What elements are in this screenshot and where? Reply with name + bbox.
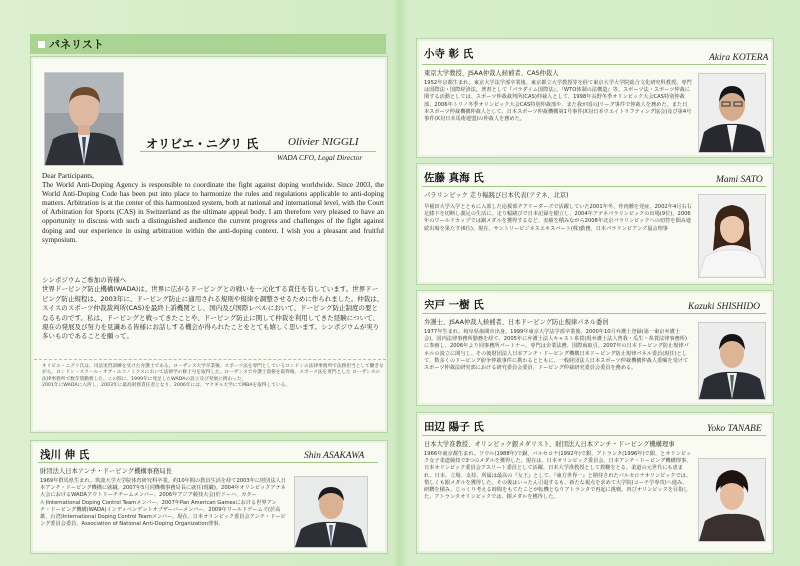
- tanabe-name-jp: 田辺 陽子 氏: [424, 421, 484, 433]
- niggli-name-en: Olivier NIGGLI: [288, 136, 359, 148]
- tanabe-name-en: Yoko TANABE: [707, 424, 762, 434]
- kotera-role: 東京大学教授、JSAA仲裁人候補者、CAS仲裁人: [424, 70, 559, 77]
- sato-photo: [698, 194, 766, 278]
- asakawa-name-jp: 浅川 伸 氏: [40, 449, 90, 461]
- tanabe-bio: 1966年東京都生まれ。ソウル(1988年)で銅、バルセロナ(1992年)で銀、アトランタ(1996年)で銀、とオリンピック女子柔道競技で3つのメダルを獲得した。現在は、日本オリンピック委員会、日本アンチ・ドーピング機構理事、日本オリンピック委員会アスリート委員として活躍。日本大学准教授として教鞭をとる。柔道の元世代にも恵まれ、日本、立場、支持、所属は最高の『女王』として、『東方世界一』と期待されたバルセロナオリンピックでは、惜しくも銀メダルを獲得した。その後はいったん引退するも、新たな視点を求めて大学院(コーチ学専攻)へ進み、研鑽を積み、じっくり考える時間をもてたことが転機となりアトランタで再起に挑戦。再びオリンピックを目指した。アトランタオリンピックでは、銀メダルを獲得した。: [424, 451, 692, 501]
- kotera-rule: [422, 64, 766, 65]
- niggli-message-jp: [42, 276, 384, 342]
- niggli-name-jp: オリビエ・ニグリ 氏: [146, 137, 259, 151]
- asakawa-photo: [294, 476, 368, 548]
- message-greeting: シンポジウムご参加の皆様へ: [42, 276, 127, 284]
- kotera-photo: [698, 73, 766, 153]
- shishido-name-jp: 宍戸 一樹 氏: [424, 299, 484, 311]
- notes-line-1: オリビエ・ニグリ氏は、司法実習訓練を受けた弁護士である。ローザンヌ大学卒業後、スポーツ法を専門としているロンドンの法律事務所で法務担当として働きながら、ロンドン・スクール・オブ・エコノミクスにおいて法律学の修士号を取得した。ローザンヌで弁護士資格を取得後、スポーツ法を専門とした ローザンヌの法律事務所で数年間勤務した。この間に、1999年に発足したWADAの設立及び発展に携わった。: [42, 364, 384, 382]
- niggli-rule: [140, 151, 376, 152]
- kotera-name-en: Akira KOTERA: [709, 53, 769, 63]
- niggli-notes: [42, 364, 384, 390]
- shishido-role: 弁護士、JSAA仲裁人候補者、日本ドーピング防止規律パネル委員: [424, 319, 609, 326]
- niggli-photo: [44, 72, 124, 166]
- niggli-letter: [42, 172, 384, 245]
- shishido-name-en: Kazuki SHISHIDO: [688, 302, 761, 312]
- sato-name-en: Mami SATO: [716, 175, 763, 185]
- letter-body: The World Anti-Doping Agency is responsible to coordinate the fight against doping worldwide. Since 2003, the World Anti-Doping Code has been put into place to harmonize the rules and regulations applicable to anti-doping matters. Arbitration is at the center of this harmonized system, both at national and international level, with the Court of Arbitration for Sports (CAS) in Switzerland as the ultimate appeal body. I am therefore very pleased to have an opportunity to discuss with such a distinguished audience the current progress and challenges of the fight against doping and our experience in using arbitration within the anti-doping context. I wish you a pleasant and fruitful symposium.: [42, 181, 384, 244]
- kotera-name-jp: 小寺 彰 氏: [424, 48, 474, 60]
- asakawa-rule: [38, 462, 378, 463]
- letter-greeting: Dear Participants,: [42, 172, 94, 180]
- section-header: [30, 34, 386, 54]
- asakawa-name-en: Shin ASAKAWA: [304, 451, 365, 461]
- shishido-bio: 1977年生まれ。岐阜県歯間市出身。1999年東京大学法学部卒業後、2000年10月弁護士登録(第一東京弁護士会)。国内法律事務所勤務を経て、2005年に弁護士法人キャスト糸賀(現弁護士法人曾我・瓜生・糸賀法律事務所)に参画し、2006年より同事務所パートナー。専門は企業法務、国際商取引。2007年の日本ドーピング防止規律パネルの設立に関与し、その後財団法人日本アンチ・ドーピング機構日本ドーピング防止規律パネル委員(現任)として、数多くのドーピング紛争仲裁事件に携わるとともに、一般財団法人日本スポーツ仲裁機構仲裁人委嘱を受けてスポーツ仲裁法研究部における研究委員会委員、ドーピング仲裁研究委員会委員を務める。: [424, 329, 689, 372]
- shishido-photo: [698, 322, 766, 400]
- sato-bio: 早稲田大学入学とともに入部した応援部チアリーダーズで活躍していた2001年冬、骨肉腫を発症。2002年4月右右足膝下を切断し義足の生活に。走り幅跳びで日本記録を樹立し、2004年アテネパラリンピックの出場(9位)。2006年のワールドカップでは銅メダルを獲得するなど、実績を積みながら2008年北京パラリンピックへの切符を掴み連続出場を果たす(6位)。現在、サントリーピジネスエキスパート(株)勤務、日本パラリンピアンズ協会理事: [424, 204, 692, 232]
- sato-role: パラリンピック 走り幅跳び日本代表(アテネ、北京): [424, 192, 569, 199]
- tanabe-photo: [698, 458, 766, 542]
- sato-name-jp: 佐藤 真海 氏: [424, 172, 484, 184]
- asakawa-bio: 1969年群馬県生まれ。筑波大学大学院体育研究科卒業。約10年間の教員生活を経て2003年に財団法人日本アンチ・ドーピング機構に就職。2007年5月同機構事務局長に就任(現職)。2004年オリンピックアテネ大会におけるWADAアウトリーチチームメンバー、2006年アジア競技大会(於ドーハ、カタール)International Doping Control Teamメンバー、2007年Pan American Gamesにおける世界アンチ・ドーピング機構(WADA)インディペンデントオブザーバーメンバー、2009年ワールドゲームズ(於高雄、台湾)International Doping Control Teamメンバー。現在、日本オリンピック委員会アンチ・ドーピング委員会委員、Association of National Anti-Doping Organization理事。: [40, 478, 287, 528]
- asakawa-role: 財団法人日本アンチ・ドーピング機構事務局長: [40, 468, 172, 475]
- tanabe-rule: [422, 435, 766, 436]
- header-square-icon: [38, 41, 45, 48]
- kotera-bio: 1952年京都生まれ。東京大学法学部卒業後、東京都立大学教授等を経て東京大学大学院総合文化研究科教授。専門は国際法・国際経済法。著書として『パラダイム国際法』、『WTO体制の法構造』等。スポーツ法・スポーツ仲裁に関する活動としては、スポーツ仲裁裁判所(CAS)仲裁人として、1998年長野冬季オリンピック大会CAS特別仲裁部、2006年トリノ冬季オリンピック大会CAS特別仲裁部や、また我が国のJリーグ事件で仲裁人を務めた。また日本スポーツ仲裁機構仲裁人として、日本スポーツ仲裁機構第1号事件(Ⅹ対日本ウエイトリフティング協会)及び第4号事件(Ⅹ対日本馬術連盟)の仲裁人を務めた。: [424, 80, 692, 123]
- message-body: 世界ドーピング防止機構(WADA)は、世界に広がるドーピングとの戦いを一元化する責任を有しています。世界ドーピング防止規程は、2003年に、ドーピング防止に適用される規則や規律を調整させるために作られました。仲裁は、スイスのスポーツ仲裁裁判所(CAS)を最終上訴機関とし、国内及び国際レベルにおいて、ドーピング防止制度の要となるものです。私は、ドーピングと戦ってきたことや、ドーピング防止に関して仲裁を利用してきた経験について、現在の発展及び努力を見識ある皆様にお話しする機会が得られたことをとても嬉しく思います。シンポジウムが実り多いものであることを願って。: [42, 285, 384, 341]
- sato-rule: [422, 186, 766, 187]
- niggli-role: WADA CFO, Legal Director: [277, 153, 363, 162]
- section-title: パネリスト: [49, 38, 104, 51]
- tanabe-role: 日本大学准教授、オリンピック銀メダリスト、財団法人日本アンチ・ドーピング機構理事: [424, 441, 675, 448]
- shishido-rule: [422, 313, 766, 314]
- divider: [34, 359, 386, 360]
- notes-line-2: 2001年にWADAに入所し、2003年に最高財務責任者となり、2006年には、マクギル大学にてMBAを取得している。: [42, 383, 291, 389]
